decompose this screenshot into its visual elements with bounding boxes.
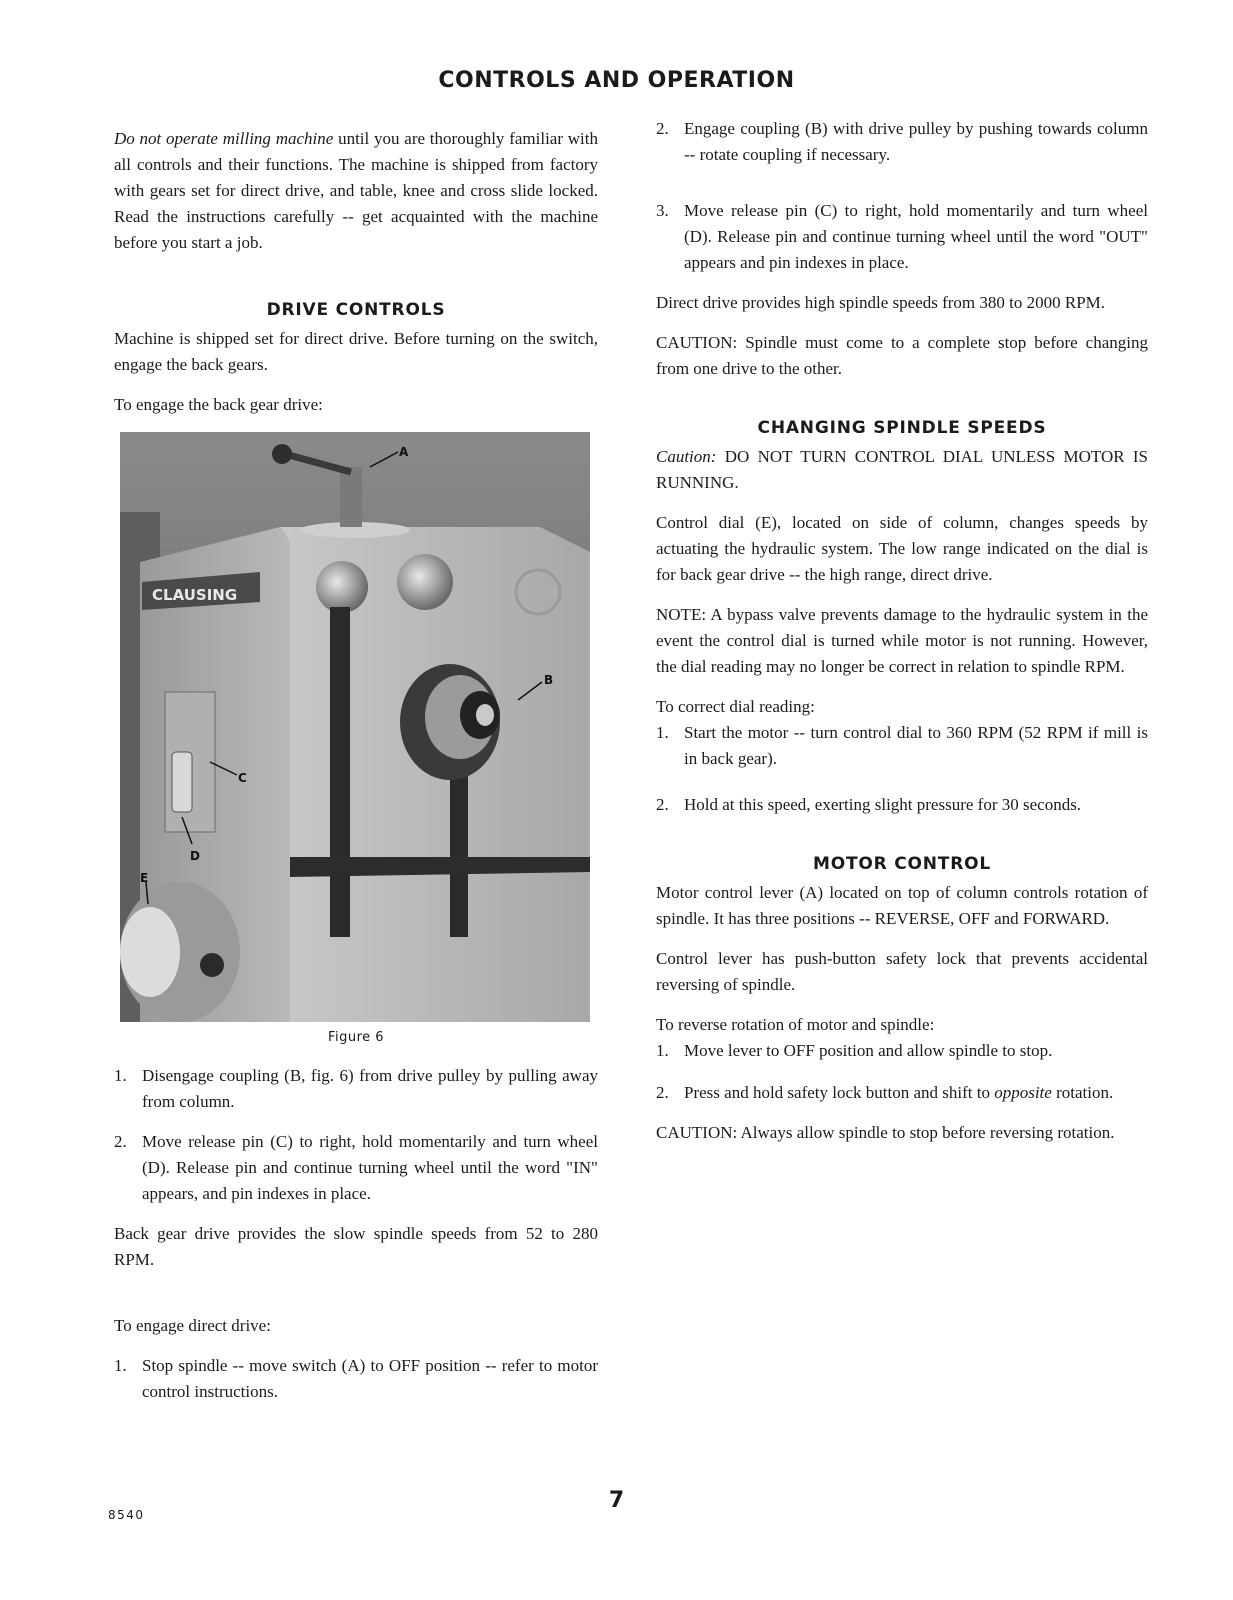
step-number: 3.	[656, 201, 669, 220]
figure-caption: Figure 6	[327, 1030, 385, 1045]
correct-dial-steps	[656, 720, 1148, 818]
list-item	[656, 1038, 1148, 1064]
back-gear-steps	[114, 1063, 598, 1207]
step-text: Move lever to OFF position and allow spindle to stop.	[684, 1041, 1053, 1060]
drive-controls-paragraph: Machine is shipped set for direct drive. Before turning on the switch, engage the back gears.	[114, 329, 598, 374]
caution-label: Caution:	[656, 447, 717, 466]
step-text: Move release pin (C) to right, hold momentarily and turn wheel (D). Release pin and continue turning wheel until the word "OUT" appears and pin indexes in place.	[684, 201, 1148, 272]
direct-drive-note: Direct drive provides high spindle speeds from 380 to 2000 RPM.	[656, 293, 1106, 312]
intro-text: until you are thoroughly familiar with all controls and their functions. The machine is shipped from factory with gears set for direct drive, and table, knee and cross slide locked. Read the instructions carefully -- get acquainted with the machine before you start a job.	[114, 129, 598, 252]
direct-drive-intro: To engage direct drive:	[114, 1316, 271, 1335]
step-number: 2.	[656, 795, 669, 814]
step-text: Start the motor -- turn control dial to 360 RPM (52 RPM if mill is in back gear).	[684, 723, 1148, 768]
reverse-rotation-intro: To reverse rotation of motor and spindle:	[656, 1015, 935, 1034]
motor-lever-paragraph: Motor control lever (A) located on top of column controls rotation of spindle. It has three positions -- REVERSE, OFF and FORWARD.	[656, 883, 1148, 928]
step-text: Hold at this speed, exerting slight pressure for 30 seconds.	[684, 795, 1082, 814]
list-item	[114, 1063, 598, 1115]
list-item	[114, 1129, 598, 1207]
step-text-end: rotation.	[1051, 1083, 1114, 1102]
step-text-emphasis: opposite	[994, 1083, 1052, 1102]
step-number: 1.	[114, 1356, 127, 1375]
back-gear-note: Back gear drive provides the slow spindle speeds from 52 to 280 RPM.	[114, 1224, 598, 1269]
list-item	[114, 1353, 598, 1405]
page-number: 7	[608, 1488, 625, 1513]
changing-spindle-speeds-heading: CHANGING SPINDLE SPEEDS	[757, 418, 1047, 438]
caution-reverse: CAUTION: Always allow spindle to stop before reversing rotation.	[656, 1123, 1115, 1142]
intro-paragraph	[114, 126, 598, 256]
control-dial-paragraph: Control dial (E), located on side of column, changes speeds by actuating the hydraulic system. The low range indicated on the dial is for back gear drive -- the high range, direct drive.	[656, 513, 1148, 584]
caution-drive-change: CAUTION: Spindle must come to a complete stop before changing from one drive to the other.	[656, 333, 1148, 378]
list-item	[656, 1080, 1148, 1106]
milling-machine-illustration	[120, 432, 590, 1022]
step-text	[684, 1080, 1148, 1106]
back-gear-intro: To engage the back gear drive:	[114, 395, 323, 414]
bypass-valve-note: NOTE: A bypass valve prevents damage to the hydraulic system in the event the control dial is turned while motor is not running. However, the dial reading may no longer be correct in relation to spindle RPM.	[656, 605, 1148, 676]
step-number: 1.	[656, 1041, 669, 1060]
step-number: 1.	[656, 723, 669, 742]
step-number: 2.	[114, 1132, 127, 1151]
speeds-caution	[656, 444, 1148, 496]
intro-emphasis: Do not operate milling machine	[114, 129, 334, 148]
reverse-rotation-steps	[656, 1038, 1148, 1106]
right-column	[656, 116, 1148, 1146]
list-item	[656, 116, 1148, 168]
step-text: Engage coupling (B) with drive pulley by pushing towards column -- rotate coupling if necessary.	[684, 119, 1148, 164]
list-item	[656, 198, 1148, 276]
control-dial-e	[120, 882, 240, 1022]
coupling-b	[400, 664, 500, 780]
callout-d: D	[190, 849, 200, 863]
document-code: 8540	[108, 1508, 145, 1522]
list-item	[656, 792, 1148, 818]
drive-controls-heading: DRIVE CONTROLS	[266, 300, 446, 320]
step-number: 1.	[114, 1066, 127, 1085]
step-number: 2.	[656, 1083, 669, 1102]
step-text-start: Press and hold safety lock button and shift to	[684, 1083, 995, 1102]
left-column	[114, 126, 598, 1405]
list-item	[656, 720, 1148, 772]
step-text: Disengage coupling (B, fig. 6) from drive pulley by pulling away from column.	[142, 1066, 598, 1111]
step-text: Stop spindle -- move switch (A) to OFF position -- refer to motor control instructions.	[142, 1356, 598, 1401]
callout-b: B	[544, 673, 554, 687]
callout-e: E	[140, 871, 149, 885]
clausing-brand-text: CLAUSING	[152, 586, 238, 604]
safety-lock-paragraph: Control lever has push-button safety lock that prevents accidental reversing of spindle.	[656, 949, 1148, 994]
callout-c: C	[238, 771, 247, 785]
direct-drive-steps-right	[656, 116, 1148, 276]
figure-6-photo	[120, 432, 590, 1022]
page-title: CONTROLS AND OPERATION	[438, 68, 795, 93]
correct-dial-intro: To correct dial reading:	[656, 697, 815, 716]
callout-a: A	[399, 445, 409, 459]
step-number: 2.	[656, 119, 669, 138]
direct-drive-steps-left	[114, 1353, 598, 1405]
caution-text: DO NOT TURN CONTROL DIAL UNLESS MOTOR IS RUNNING.	[656, 447, 1148, 492]
step-text: Move release pin (C) to right, hold momentarily and turn wheel (D). Release pin and continue turning wheel until the word "IN" appears, and pin indexes in place.	[142, 1132, 598, 1203]
motor-control-heading: MOTOR CONTROL	[813, 854, 991, 874]
